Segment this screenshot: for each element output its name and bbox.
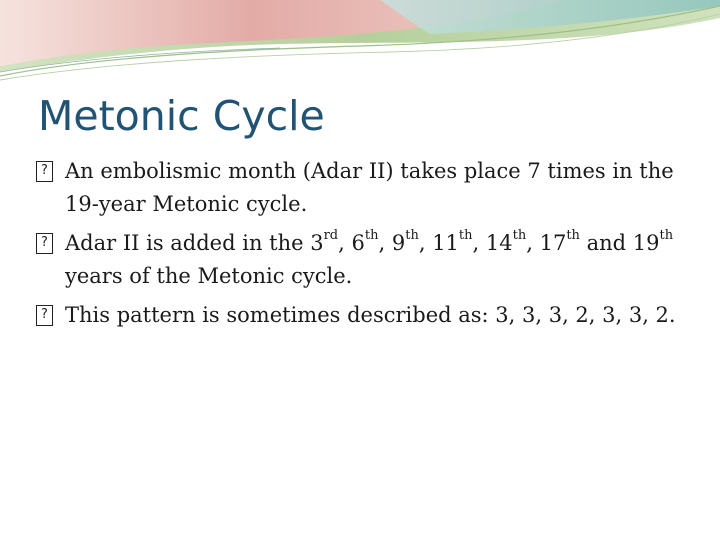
- year-number: 19: [632, 231, 660, 255]
- ordinal-suffix: th: [659, 228, 674, 243]
- slide-title: Metonic Cycle: [38, 92, 325, 140]
- separator: ,: [526, 231, 540, 255]
- ordinal-suffix: rd: [323, 228, 339, 243]
- bullet-list: [36, 155, 696, 338]
- year-number: 11: [432, 231, 459, 255]
- bullet-text: This pattern is sometimes described as: 3, 3, 3, 2, 3, 3, 2.: [65, 303, 676, 327]
- separator: ,: [338, 231, 352, 255]
- separator: and: [579, 231, 633, 255]
- bullet-item: [36, 155, 696, 221]
- ordinal-suffix: th: [364, 228, 379, 243]
- year-number: 3: [310, 231, 324, 255]
- ordinal-suffix: th: [458, 228, 473, 243]
- bullet-marker-icon: [36, 305, 53, 326]
- bullet-text: An embolismic month (Adar II) takes place 7 times in the 19-year Metonic cycle.: [65, 159, 674, 216]
- bullet-text-prefix: Adar II is added in the: [65, 231, 311, 255]
- bullet-item: [36, 299, 696, 332]
- ordinal-suffix: th: [405, 228, 419, 243]
- year-number: 9: [391, 231, 406, 255]
- separator: ,: [472, 231, 486, 255]
- year-number: 6: [351, 231, 365, 255]
- ordinal-suffix: th: [566, 228, 580, 243]
- year-number: 17: [539, 231, 567, 255]
- separator: ,: [378, 231, 392, 255]
- bullet-item: [36, 227, 696, 293]
- bullet-marker-icon: [36, 233, 53, 254]
- ordinal-suffix: th: [512, 228, 527, 243]
- bullet-marker-icon: [36, 161, 53, 182]
- header-swoosh-decoration: [0, 0, 720, 90]
- bullet-text-suffix: years of the Metonic cycle.: [65, 264, 353, 288]
- separator: ,: [418, 231, 433, 255]
- year-number: 14: [485, 231, 513, 255]
